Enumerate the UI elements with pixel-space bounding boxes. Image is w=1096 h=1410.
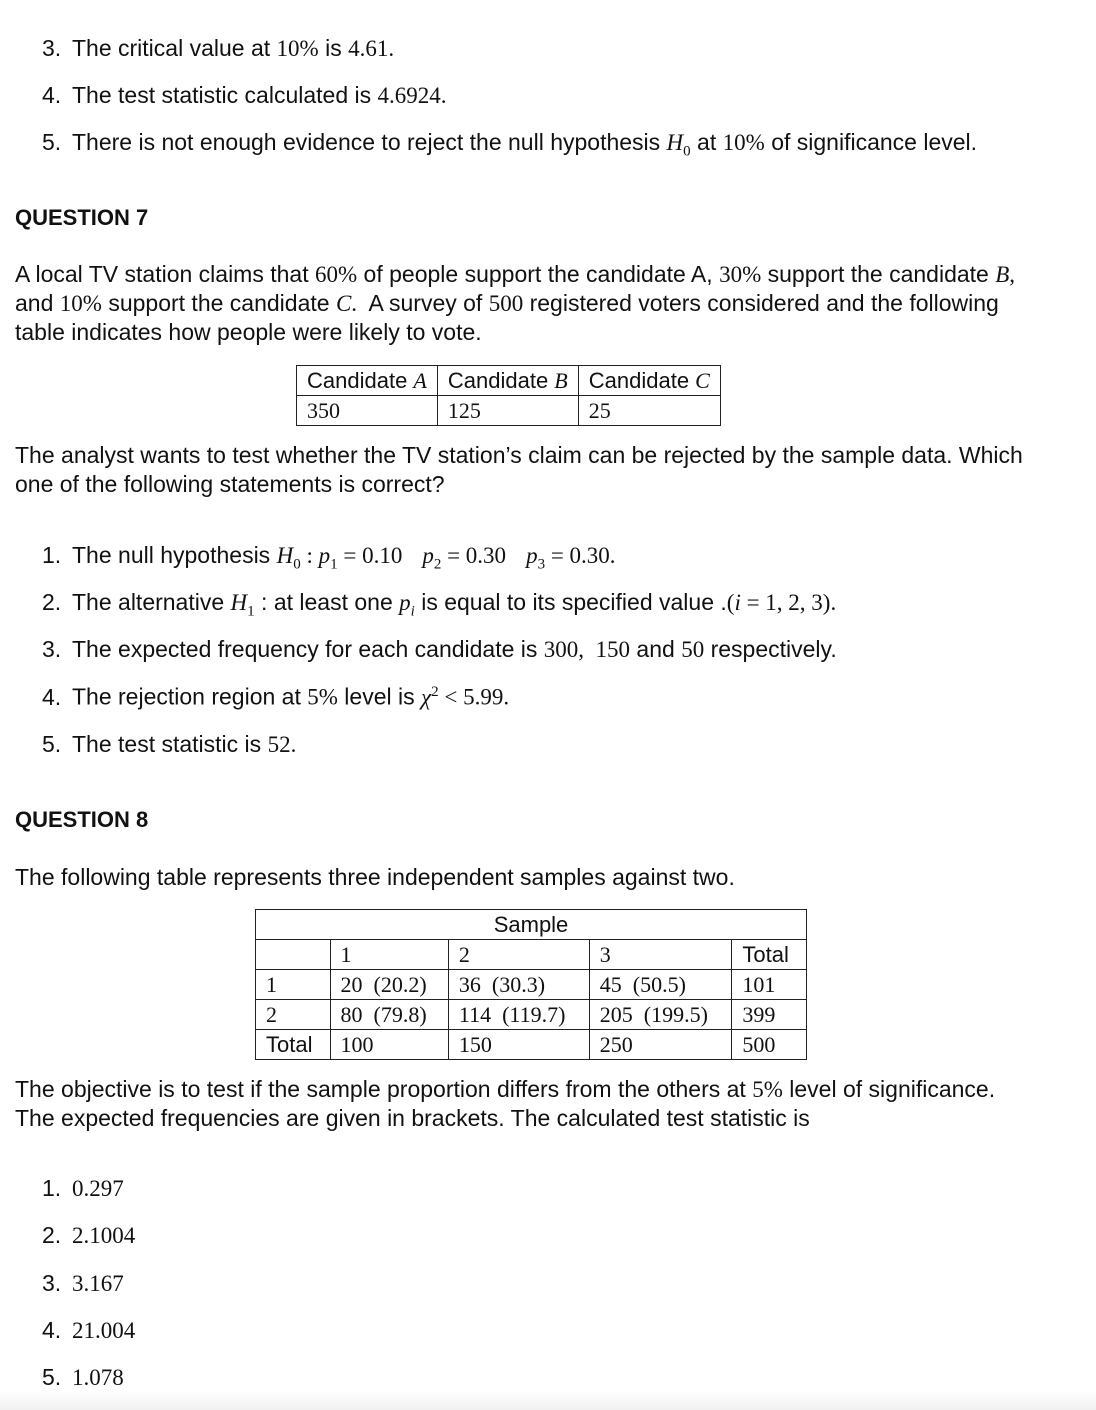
question-8-prompt: The objective is to test if the sample proportion differs from the others at 5% level of significance. The expected frequencies are given in brackets. The calculated test statistic is	[15, 1076, 996, 1131]
table-cell: 25	[578, 396, 720, 426]
list-item: 2. 2.1004	[42, 1222, 136, 1248]
list-item: 4. 21.004	[42, 1317, 136, 1343]
table-row	[256, 1000, 807, 1030]
question-8-intro: The following table represents three independent samples against two.	[15, 864, 735, 890]
table-cell: Total	[256, 1030, 331, 1060]
table-cell: 500	[732, 1030, 807, 1060]
list-item: 3. 3.167	[42, 1270, 124, 1296]
table-cell: 125	[437, 396, 578, 426]
list-item: 3. The expected frequency for each candidate is 300, 150 and 50 respectively.	[42, 636, 837, 662]
table-cell: 2	[256, 1000, 331, 1030]
table-cell: 250	[589, 1030, 732, 1060]
table-row	[256, 970, 807, 1000]
table-cell: 45 (50.5)	[589, 970, 732, 1000]
question-7-heading: QUESTION 7	[15, 205, 149, 230]
list-item: 2. The alternative $H_1$ : at least one $p_i$ is equal to its specified value .(i = 1, 2, 3).	[42, 589, 837, 620]
list-item: 3. The critical value at 10% is 4.61.	[42, 35, 395, 61]
list-item: 1. 0.297	[42, 1175, 124, 1201]
table-title: Sample	[256, 910, 807, 940]
list-item: 5. 1.078	[42, 1364, 124, 1390]
table-cell: 1	[256, 970, 331, 1000]
table-header: Candidate B	[437, 366, 578, 396]
table-cell: 205 (199.5)	[589, 1000, 732, 1030]
question-7-intro: A local TV station claims that 60% of people support the candidate A, 30% support the candidate B, and 10% support the candidate C. A survey of 500 registered voters considered and the following table indicates how people were likely to vote.	[15, 261, 1016, 345]
table-cell: 80 (79.8)	[330, 1000, 448, 1030]
table-header: 2	[448, 940, 589, 970]
list-item: 5. The test statistic is 52.	[42, 731, 297, 757]
table-cell: 20 (20.2)	[330, 970, 448, 1000]
list-item: 1. The null hypothesis $H_0$ : $p_1 = 0.10$ $p_2 = 0.30$ $p_3 = 0.30$.	[42, 542, 616, 573]
table-cell: 100	[330, 1030, 448, 1060]
candidate-table	[296, 365, 721, 426]
question-7-prompt: The analyst wants to test whether the TV station’s claim can be rejected by the sample data. Which one of the following statements is correct?	[15, 442, 1023, 497]
list-item: 4. The test statistic calculated is 4.6924.	[42, 82, 447, 108]
list-item: 4. The rejection region at 5% level is $\chi^2 < 5.99$.	[42, 683, 510, 710]
table-header: Candidate C	[578, 366, 720, 396]
table-row	[256, 1030, 807, 1060]
table-header: 1	[330, 940, 448, 970]
table-header: Candidate A	[297, 366, 438, 396]
table-header: 3	[589, 940, 732, 970]
table-header: Total	[732, 940, 807, 970]
table-header	[256, 940, 331, 970]
sample-table	[255, 909, 807, 1060]
table-cell: 399	[732, 1000, 807, 1030]
list-item: 5. There is not enough evidence to reject the null hypothesis $H_0$ at 10% of significance level.	[42, 129, 978, 160]
table-cell: 150	[448, 1030, 589, 1060]
question-8-heading: QUESTION 8	[15, 807, 149, 832]
table-cell: 114 (119.7)	[448, 1000, 589, 1030]
table-cell: 36 (30.3)	[448, 970, 589, 1000]
page-bottom-shadow	[0, 1390, 1096, 1410]
table-cell: 350	[297, 396, 438, 426]
table-cell: 101	[732, 970, 807, 1000]
